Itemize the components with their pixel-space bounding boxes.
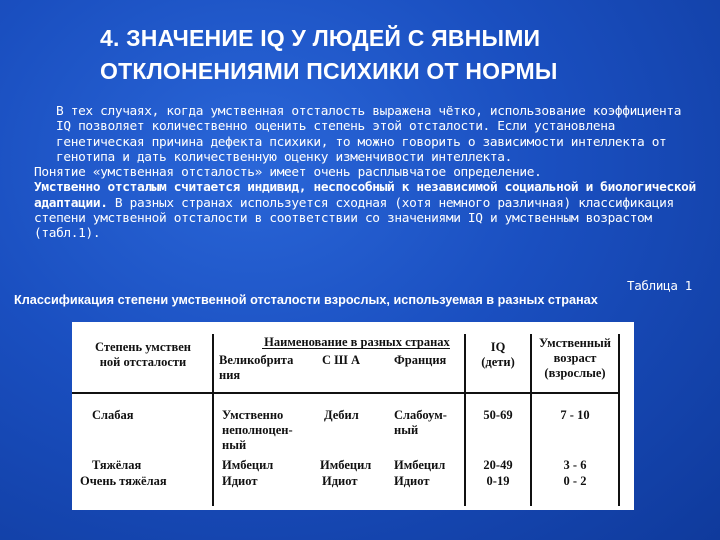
row-degree: Очень тяжёлая [80,474,167,488]
table-caption: Таблица 1 [626,278,692,293]
row-iq: 50-69 [483,408,513,422]
table-header-rule [72,392,620,394]
header-degree: Степень умствен ной отсталости [94,340,192,369]
slide-title: 4. ЗНАЧЕНИЕ IQ У ЛЮДЕЙ С ЯВНЫМИ ОТКЛОНЕНИЯМИ ПСИХИКИ ОТ НОРМЫ [100,25,558,84]
paragraph-2-end: В разных странах используется сходная (хотя немного различная) классификация степени умственной отсталости в соответствии со значениями IQ и умственным возрастом (табл.1). [34,195,674,242]
row-uk: Умственно неполноцен- ный [222,408,293,452]
header-names-group: Наименование в разных странах [264,335,450,349]
body-text [32,104,700,242]
paragraph-2 [32,165,700,241]
header-uk: Великобрита ния [219,353,294,382]
row-degree: Тяжёлая [92,458,142,472]
table-vline [212,334,214,506]
row-age: 0 - 2 [563,474,587,488]
header-iq: IQ (дети) [481,340,515,369]
classification-table [72,322,634,510]
table-vline [464,334,466,506]
row-uk: Идиот [222,474,258,488]
row-age: 7 - 10 [560,408,590,422]
row-france: Имбецил [394,458,446,472]
table-grid [72,334,620,506]
row-age: 3 - 6 [563,458,587,472]
row-usa: Имбецил [320,458,372,472]
row-usa: Идиот [322,474,358,488]
row-france: Слабоум- ный [394,408,447,437]
row-france: Идиот [394,474,430,488]
row-iq: 0-19 [486,474,510,488]
table-vline [618,334,620,506]
header-usa: С Ш А [322,353,361,367]
table-title: Классификация степени умственной отсталости взрослых, используемая в разных странах [14,293,598,307]
paragraph-2-start: Понятие «умственная отсталость» имеет очень расплывчатое определение. [34,165,542,181]
row-usa: Дебил [324,408,359,422]
row-uk: Имбецил [222,458,274,472]
row-iq: 20-49 [483,458,513,472]
paragraph-2-bold: Умственно отсталым считается индивид, неспособный к независимой социальной и биологической адаптации. [34,180,696,211]
paragraph-1: В тех случаях, когда умственная отсталость выражена чётко, использование коэффициента IQ позволяет количественно оценить степень этой отсталости. Если установлена генетическая причина дефекта психики, то можно говорить о зависимости интеллекта от генотипа и дать количественную оценку изменчивости интеллекта. [56,104,682,165]
row-degree: Слабая [92,408,134,422]
header-france: Франция [394,353,447,367]
header-mental-age: Умственный возраст (взрослые) [538,336,611,380]
